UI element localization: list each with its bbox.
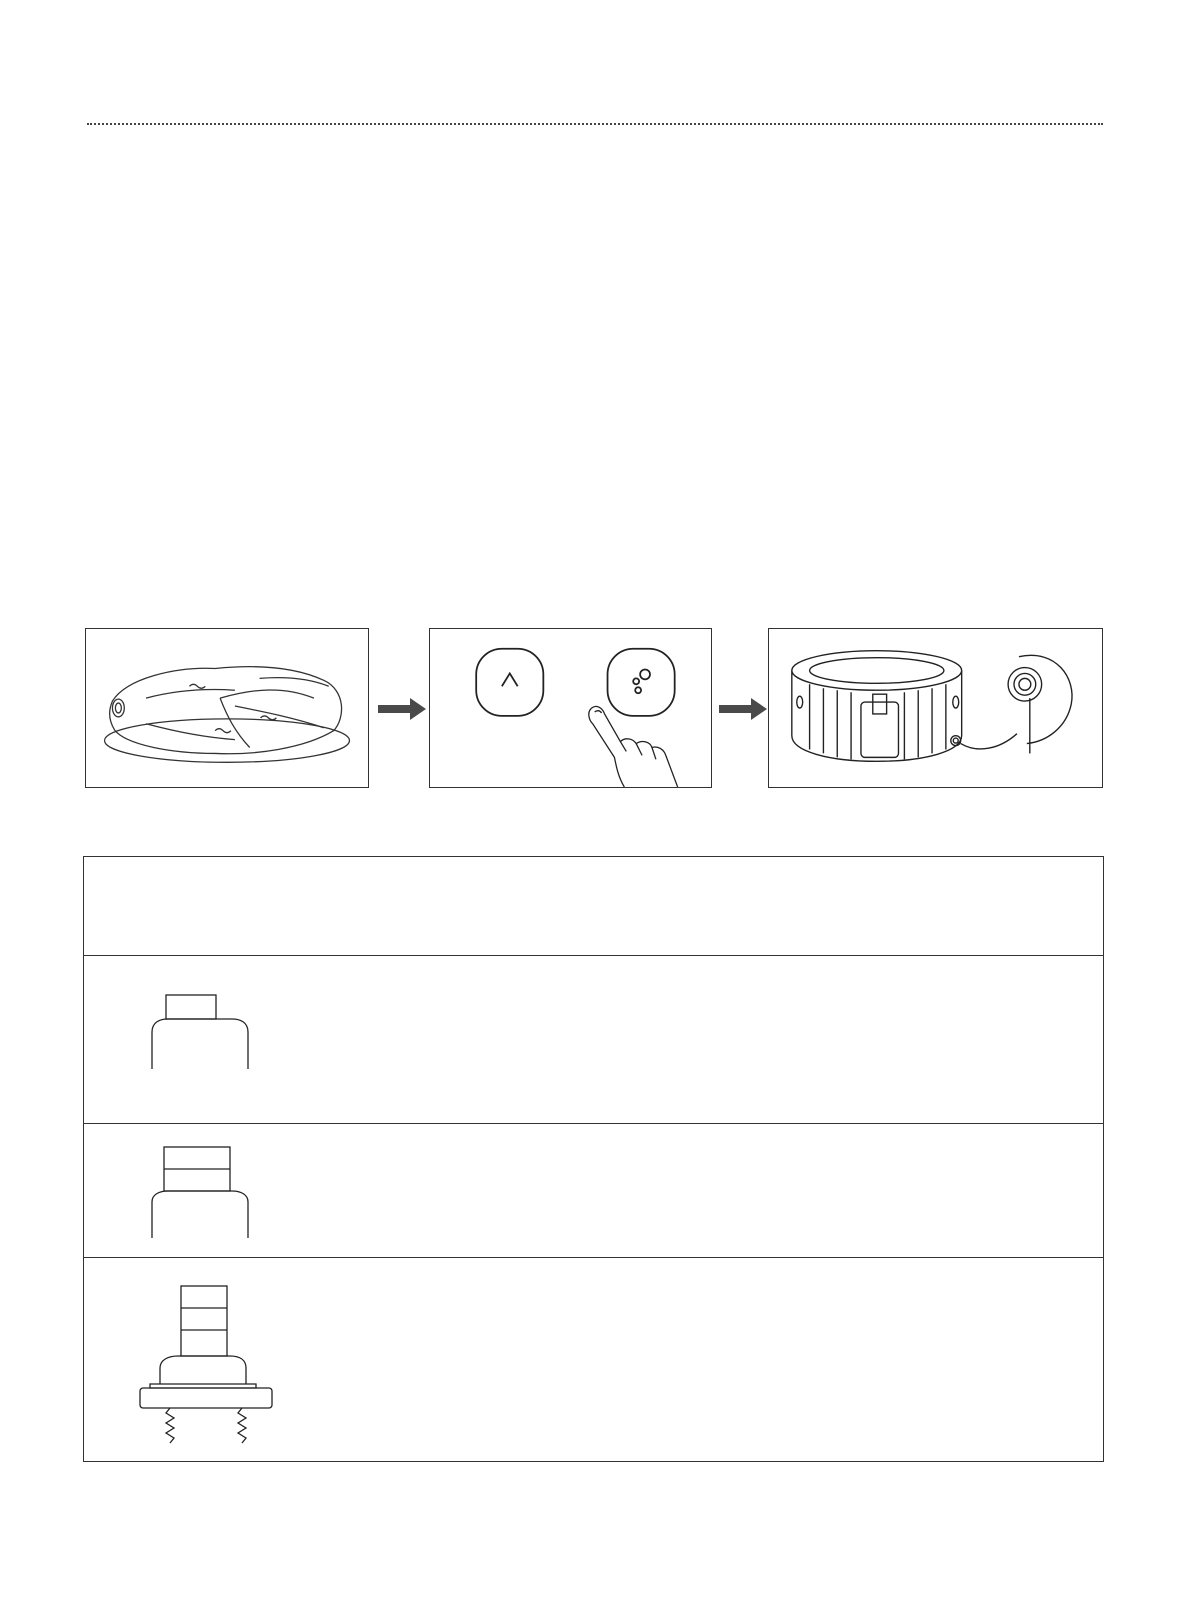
hose-adapter-long-icon: [150, 1146, 250, 1240]
control-buttons-illustration: [430, 629, 711, 787]
step-3-panel: [768, 628, 1103, 788]
pressing-hand-icon: [589, 706, 678, 787]
step-1-panel: [85, 628, 369, 788]
inflated-spa-valve-icon: [769, 629, 1102, 787]
hose-adapter-short-icon: [150, 994, 250, 1072]
step-2-panel: [429, 628, 712, 788]
header-dotted-rule: [87, 123, 1103, 125]
up-arrow-button-icon: [476, 649, 543, 716]
deflated-spa-icon: [86, 629, 368, 787]
bubble-button-icon: [608, 649, 675, 716]
right-arrow-icon: [378, 698, 426, 720]
valve-adapter-icon: [138, 1284, 278, 1454]
parts-table-row-2: [84, 1123, 1103, 1257]
parts-table-header-row: [84, 857, 1103, 955]
parts-table-row-1: [84, 955, 1103, 1123]
parts-table: [83, 856, 1104, 1462]
parts-table-row-3: [84, 1257, 1103, 1463]
right-arrow-icon: [719, 698, 767, 720]
